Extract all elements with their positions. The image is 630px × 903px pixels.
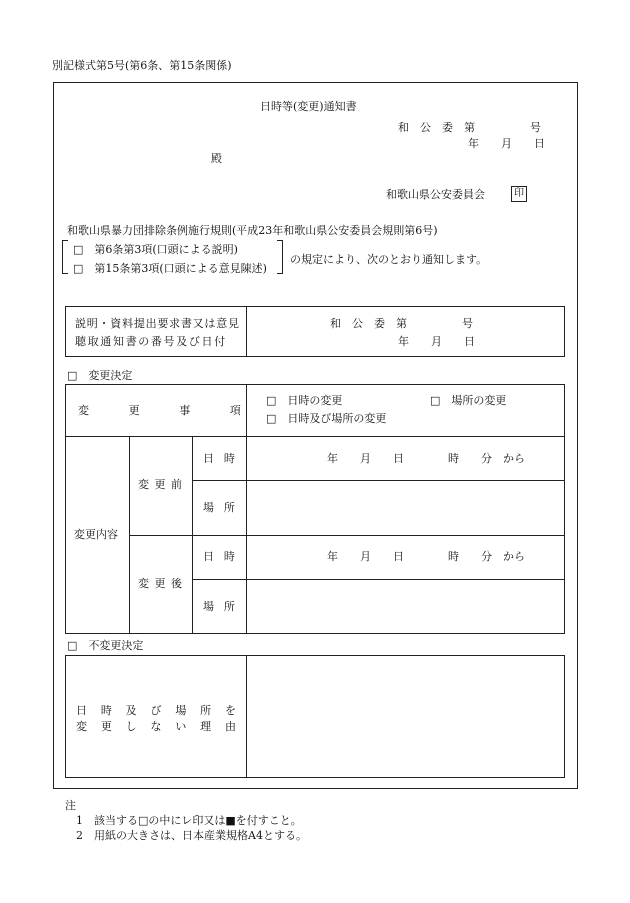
before-label: 変更前 (138, 478, 188, 491)
nochange-reason-line2: 変 更 し な い 理 由 (76, 720, 236, 733)
notice-ref-number: 和 公 委 第 号 (330, 317, 473, 330)
option-article-15[interactable]: □ 第15条第3項(口頭による意見陳述) (73, 262, 267, 275)
notice-ref-date: 年 月 日 (398, 335, 475, 348)
regulation-reference: 和歌山県暴力団排除条例施行規則(平成23年和歌山県公安委員会規則第6号) (67, 224, 438, 237)
change-decision-heading[interactable]: □ 変更決定 (67, 369, 133, 382)
reference-number: 和 公 委 第 号 (398, 121, 541, 134)
nochange-reason-field[interactable] (257, 670, 557, 770)
change-item-label: 変更事項 (78, 404, 281, 417)
choice-place-change[interactable]: □ 場所の変更 (430, 394, 507, 407)
note-item-2: 2 用紙の大きさは、日本産業規格A4とする。 (76, 829, 307, 842)
after-datetime-value[interactable]: 年 月 日 時 分 から (327, 550, 525, 563)
seal-mark: 印 (511, 186, 527, 202)
option-article-6[interactable]: □ 第6条第3項(口頭による説明) (73, 243, 238, 256)
addressee-suffix: 殿 (211, 152, 222, 165)
after-label: 変更後 (138, 577, 188, 590)
bracket-left (62, 240, 68, 274)
nochange-reason-line1: 日 時 及 び 場 所 を (76, 704, 236, 717)
notice-ref-table (65, 306, 565, 357)
options-suffix: の規定により、次のとおり通知します。 (290, 253, 488, 266)
form-number-note: 別記様式第5号(第6条、第15条関係) (52, 59, 232, 72)
notes-heading: 注 (65, 799, 76, 812)
after-place-label: 場所 (203, 600, 245, 613)
before-place-label: 場所 (203, 501, 245, 514)
change-content-label: 変更内容 (74, 528, 118, 541)
notice-ref-label-1: 説 明 ・ 資 料 提 出 要 求 書 又 は 意 見 (75, 317, 239, 330)
document-title: 日時等(変更)通知書 (260, 100, 357, 113)
before-datetime-value[interactable]: 年 月 日 時 分 から (327, 452, 525, 465)
notice-ref-label-2: 聴取通知書の番号及び日付 (75, 335, 227, 348)
issuer-name: 和歌山県公安委員会 (386, 188, 485, 201)
before-datetime-label: 日時 (203, 452, 245, 465)
note-item-1: 1 該当する□の中にレ印又は■を付すこと。 (76, 814, 302, 827)
nochange-decision-heading[interactable]: □ 不変更決定 (67, 639, 144, 652)
after-datetime-label: 日時 (203, 550, 245, 563)
bracket-right (277, 240, 283, 274)
choice-both-change[interactable]: □ 日時及び場所の変更 (266, 412, 387, 425)
reference-date: 年 月 日 (468, 137, 545, 150)
choice-datetime-change[interactable]: □ 日時の変更 (266, 394, 343, 407)
